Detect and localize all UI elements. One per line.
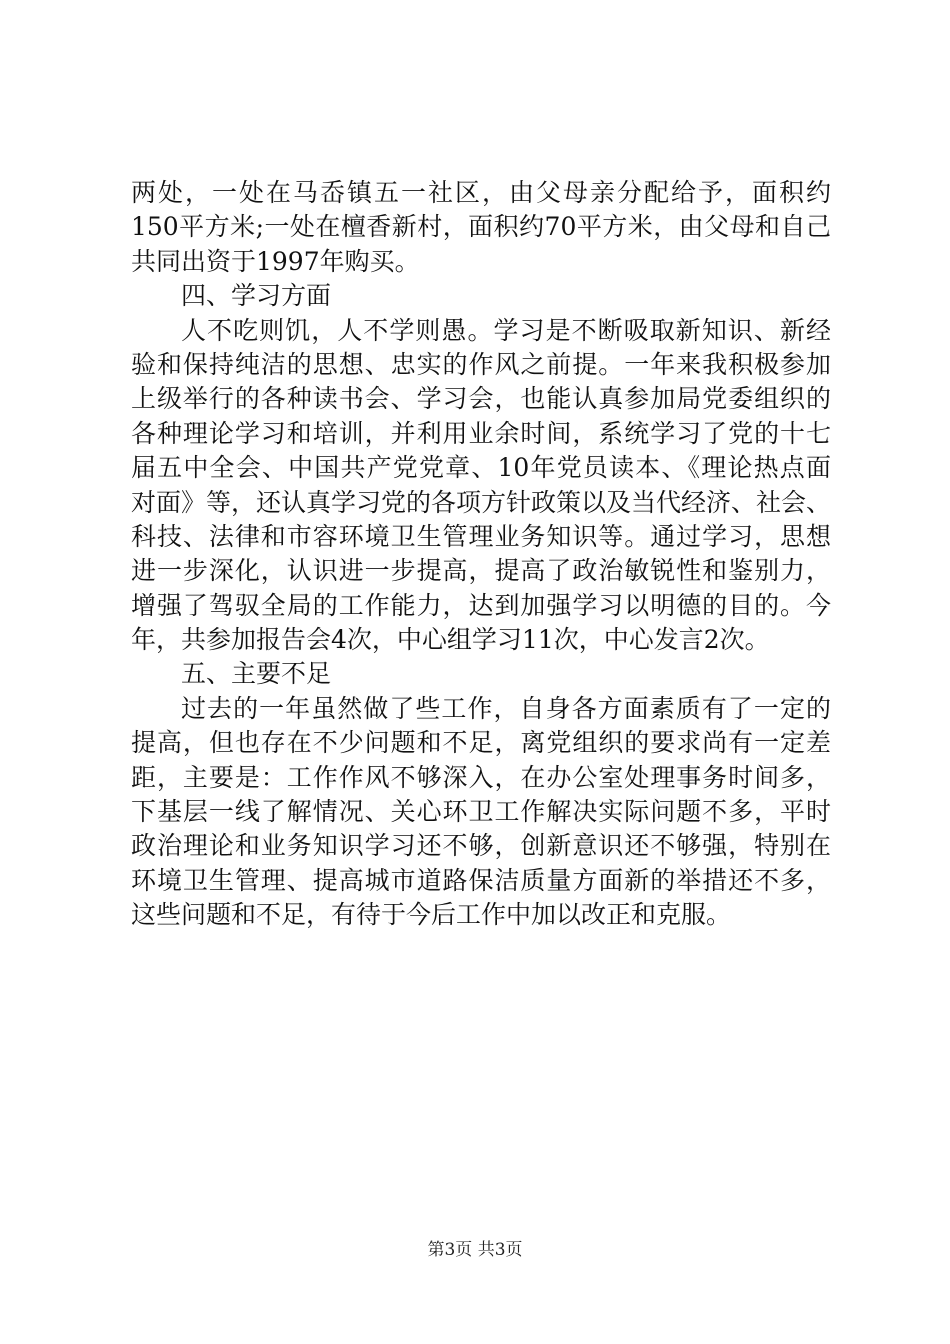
page-footer bbox=[0, 1239, 950, 1261]
text-line: 距，主要是：工作作风不够深入，在办公室处理事务时间多， bbox=[131, 762, 831, 792]
text-line: 环境卫生管理、提高城市道路保洁质量方面新的举措还不多， bbox=[131, 865, 831, 895]
paragraph-study bbox=[131, 314, 831, 658]
text-line: 上级举行的各种读书会、学习会，也能认真参加局党委组织的 bbox=[131, 384, 831, 414]
text-line: 人不吃则饥，人不学则愚。学习是不断吸取新知识、新经 bbox=[181, 315, 831, 345]
text-line: 政治理论和业务知识学习还不够，创新意识还不够强，特别在 bbox=[131, 831, 831, 861]
text-line: 各种理论学习和培训，并利用业余时间，系统学习了党的十七 bbox=[131, 418, 831, 448]
paragraph-property-continued bbox=[131, 176, 831, 279]
text-line: 提高，但也存在不少问题和不足，离党组织的要求尚有一定差 bbox=[131, 728, 831, 758]
text-line: 科技、法律和市容环境卫生管理业务知识等。通过学习，思想 bbox=[131, 521, 831, 551]
section-heading: 五、主要不足 bbox=[181, 659, 332, 689]
paragraph-shortcomings bbox=[131, 692, 831, 933]
text-line: 对面》等，还认真学习党的各项方针政策以及当代经济、社会、 bbox=[131, 487, 832, 517]
text-line: 两处，一处在马岙镇五一社区，由父母亲分配给予，面积约 bbox=[131, 178, 831, 207]
text-line: 验和保持纯洁的思想、忠实的作风之前提。一年来我积极参加 bbox=[131, 349, 831, 379]
text-line: 共同出资于1997年购买。 bbox=[131, 246, 420, 276]
section-heading-shortcomings bbox=[131, 657, 831, 691]
text-line: 这些问题和不足，有待于今后工作中加以改正和克服。 bbox=[131, 900, 732, 930]
document-body bbox=[131, 176, 831, 933]
section-heading-study bbox=[131, 279, 831, 313]
text-line: 年，共参加报告会4次，中心组学习11次，中心发言2次。 bbox=[131, 625, 770, 655]
text-line: 下基层一线了解情况、关心环卫工作解决实际问题不多，平时 bbox=[131, 797, 831, 827]
text-line: 届五中全会、中国共产党党章、10年党员读本、《理论热点面 bbox=[131, 453, 831, 483]
section-heading: 四、学习方面 bbox=[181, 281, 332, 311]
text-line: 进一步深化，认识进一步提高，提高了政治敏锐性和鉴别力， bbox=[131, 556, 831, 586]
text-line: 过去的一年虽然做了些工作，自身各方面素质有了一定的 bbox=[181, 693, 831, 723]
text-line: 150平方米;一处在檀香新村，面积约70平方米，由父母和自己 bbox=[131, 212, 831, 242]
text-line: 增强了驾驭全局的工作能力，达到加强学习以明德的目的。今 bbox=[131, 590, 831, 620]
page-number-label: 第3页 共3页 bbox=[427, 1240, 523, 1260]
